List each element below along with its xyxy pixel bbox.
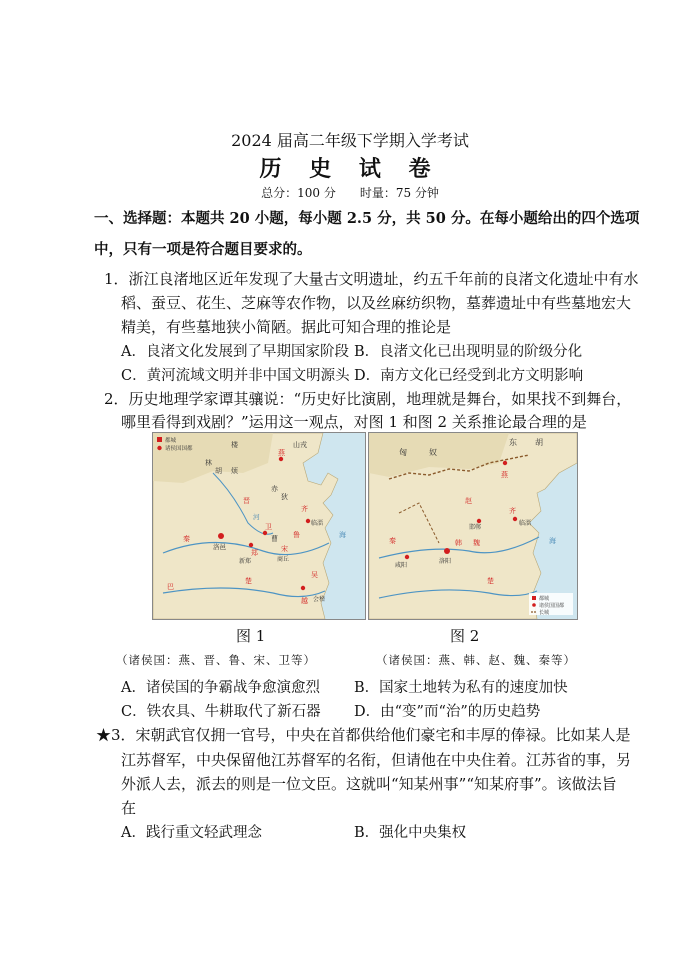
map-2-label: 东 — [509, 438, 517, 447]
map-2-city-marker — [513, 517, 517, 521]
map-1-label: 吴 — [311, 571, 318, 579]
map-1-city-marker — [263, 531, 267, 535]
map-1-legend-capital-icon — [157, 437, 162, 442]
map-1-label: 曹 — [271, 535, 278, 543]
map-1-city-marker — [249, 543, 253, 547]
question-1-line3: 精美，有些墓地狭小简陋。据此可知合理的推论是 — [121, 318, 452, 336]
map-2-label: 韩 — [455, 539, 462, 547]
map-1-label: 临淄 — [311, 520, 324, 527]
map-1-legend-capital: 都城 — [165, 438, 177, 444]
map-2-legend-capital-icon — [532, 596, 536, 600]
question-2-option-c[interactable]: C．铁农具、牛耕取代了新石器 — [121, 704, 321, 720]
question-2-option-a[interactable]: A．诸侯国的争霸战争愈演愈烈 — [121, 680, 320, 696]
map-2-label: 奴 — [429, 448, 437, 457]
figure-2-caption: 图 2 — [450, 627, 480, 645]
map-2-label: 秦 — [389, 537, 396, 545]
map-2-label: 魏 — [473, 539, 480, 547]
map-2-city-marker — [405, 555, 409, 559]
map-1-legend-fief-icon — [157, 446, 161, 450]
map-1-label: 燕 — [278, 449, 285, 457]
map-1-label: 新郑 — [239, 558, 252, 565]
map-1-label: 楚 — [245, 577, 252, 585]
section-heading-line2: 中，只有一项是符合题目要求的。 — [94, 241, 312, 258]
map-2-label: 洛阳 — [439, 558, 452, 565]
map-1-capital-marker — [218, 533, 224, 539]
question-1-line1: 1．浙江良渚地区近年发现了大量古文明遗址，约五千年前的良渚文化遗址中有水 — [104, 270, 639, 288]
map-2-label: 匈 — [399, 448, 407, 457]
map-2-label: 临淄 — [519, 520, 532, 527]
question-3-option-b[interactable]: B．强化中央集权 — [354, 825, 467, 841]
map-2-label: 齐 — [509, 507, 516, 515]
exam-meta: 总分：100 分 时量：75 分钟 — [261, 186, 439, 200]
map-2-label: 咸阳 — [395, 562, 408, 569]
map-1-label: 越 — [301, 597, 308, 605]
map-2-svg — [369, 433, 577, 619]
question-3-line4: 在 — [121, 799, 137, 817]
section-heading-line1: 一、选择题：本题共 20 小题，每小题 2.5 分，共 50 分。在每小题给出的四个选项 — [94, 210, 640, 227]
map-1-label: 宋 — [281, 545, 288, 553]
question-3-option-a[interactable]: A．践行重文轻武理念 — [121, 825, 262, 841]
map-1-legend-fief: 诸侯国国都 — [165, 446, 193, 452]
question-1-option-b[interactable]: B．良渚文化已出现明显的阶级分化 — [354, 344, 583, 360]
question-2-option-b[interactable]: B．国家土地转为私有的速度加快 — [354, 680, 568, 696]
map-1-label: 河 — [253, 513, 260, 521]
map-2-city-marker — [503, 461, 507, 465]
map-1-city-marker — [301, 586, 305, 590]
map-1-label: 卫 — [265, 523, 272, 531]
map-1-label: 齐 — [301, 505, 308, 513]
map-1-label: 赤 — [271, 485, 278, 493]
map-1-label: 海 — [339, 531, 346, 539]
map-1-svg — [153, 433, 365, 619]
map-2-label: 海 — [549, 537, 556, 545]
question-2-line2: 哪里看得到戏剧？”运用这一观点，对图 1 和图 2 关系推论最合理的是 — [121, 413, 587, 431]
figure-1-caption: 图 1 — [236, 627, 266, 645]
map-2-legend-wall: 长城 — [539, 610, 550, 616]
map-1-label: 会稽 — [313, 596, 326, 603]
map-1-label: 晋 — [243, 497, 250, 505]
map-1-label: 林 — [205, 459, 212, 467]
map-1-label: 郑 — [251, 549, 258, 557]
map-2-city-marker — [477, 519, 481, 523]
map-2-legend-capital: 都城 — [539, 596, 550, 602]
map-2-legend-fief: 诸侯国国都 — [539, 603, 565, 609]
subject-title: 历 史 试 卷 — [259, 156, 441, 182]
map-1-city-marker — [279, 457, 283, 461]
map-2-label: 赵 — [465, 497, 472, 505]
map-2-label: 胡 — [535, 438, 543, 447]
map-figure-1 — [152, 432, 366, 620]
figure-2-subcaption: （诸侯国：燕、韩、赵、魏、秦等） — [376, 653, 576, 667]
map-2-label: 燕 — [501, 471, 508, 479]
map-2-label: 邯郸 — [469, 524, 482, 531]
map-1-label: 胡 — [215, 467, 222, 475]
question-1-option-d[interactable]: D．南方文化已经受到北方文明影响 — [354, 368, 584, 384]
question-1-line2: 稻、蚕豆、花生、芝麻等农作物，以及丝麻纺织物，墓葬遗址中有些墓地宏大 — [121, 294, 632, 312]
map-1-label: 山戎 — [293, 441, 307, 449]
exam-title: 2024 届高二年级下学期入学考试 — [231, 131, 469, 150]
map-1-label: 巴 — [167, 583, 174, 591]
map-1-label: 烦 — [231, 467, 238, 475]
map-2-capital-marker — [444, 548, 450, 554]
question-3-line2: 江苏督军，中央保留他江苏督军的名衔，但请他在中央住着。江苏省的事，另 — [121, 751, 632, 769]
map-1-label: 楼 — [231, 441, 238, 449]
question-1-option-a[interactable]: A．良渚文化发展到了早期国家阶段 — [121, 344, 349, 360]
map-1-label: 鲁 — [293, 531, 300, 539]
question-3-line3: 外派人去，派去的则是一位文臣。这就叫“知某州事”“知某府事”。该做法旨 — [121, 775, 617, 793]
map-2-legend-fief-icon — [532, 603, 536, 607]
question-2-option-d[interactable]: D．由“变”而“治”的历史趋势 — [354, 704, 541, 720]
map-2-label: 楚 — [487, 577, 494, 585]
figure-1-subcaption: （诸侯国：燕、晋、鲁、宋、卫等） — [116, 653, 316, 667]
map-1-label: 洛邑 — [213, 543, 226, 551]
map-1-city-marker — [306, 519, 310, 523]
map-1-label: 秦 — [183, 535, 190, 543]
question-1-option-c[interactable]: C．黄河流域文明并非中国文明源头 — [121, 368, 350, 384]
question-3-line1: ★3．宋朝武官仅拥一官号，中央在首都供给他们豪宅和丰厚的俸禄。比如某人是 — [96, 726, 631, 744]
map-1-label: 商丘 — [277, 556, 290, 563]
question-2-line1: 2．历史地理学家谭其骧说：“历史好比演剧，地理就是舞台，如果找不到舞台， — [104, 390, 632, 408]
map-figure-2 — [368, 432, 578, 620]
map-1-label: 狄 — [281, 493, 288, 501]
